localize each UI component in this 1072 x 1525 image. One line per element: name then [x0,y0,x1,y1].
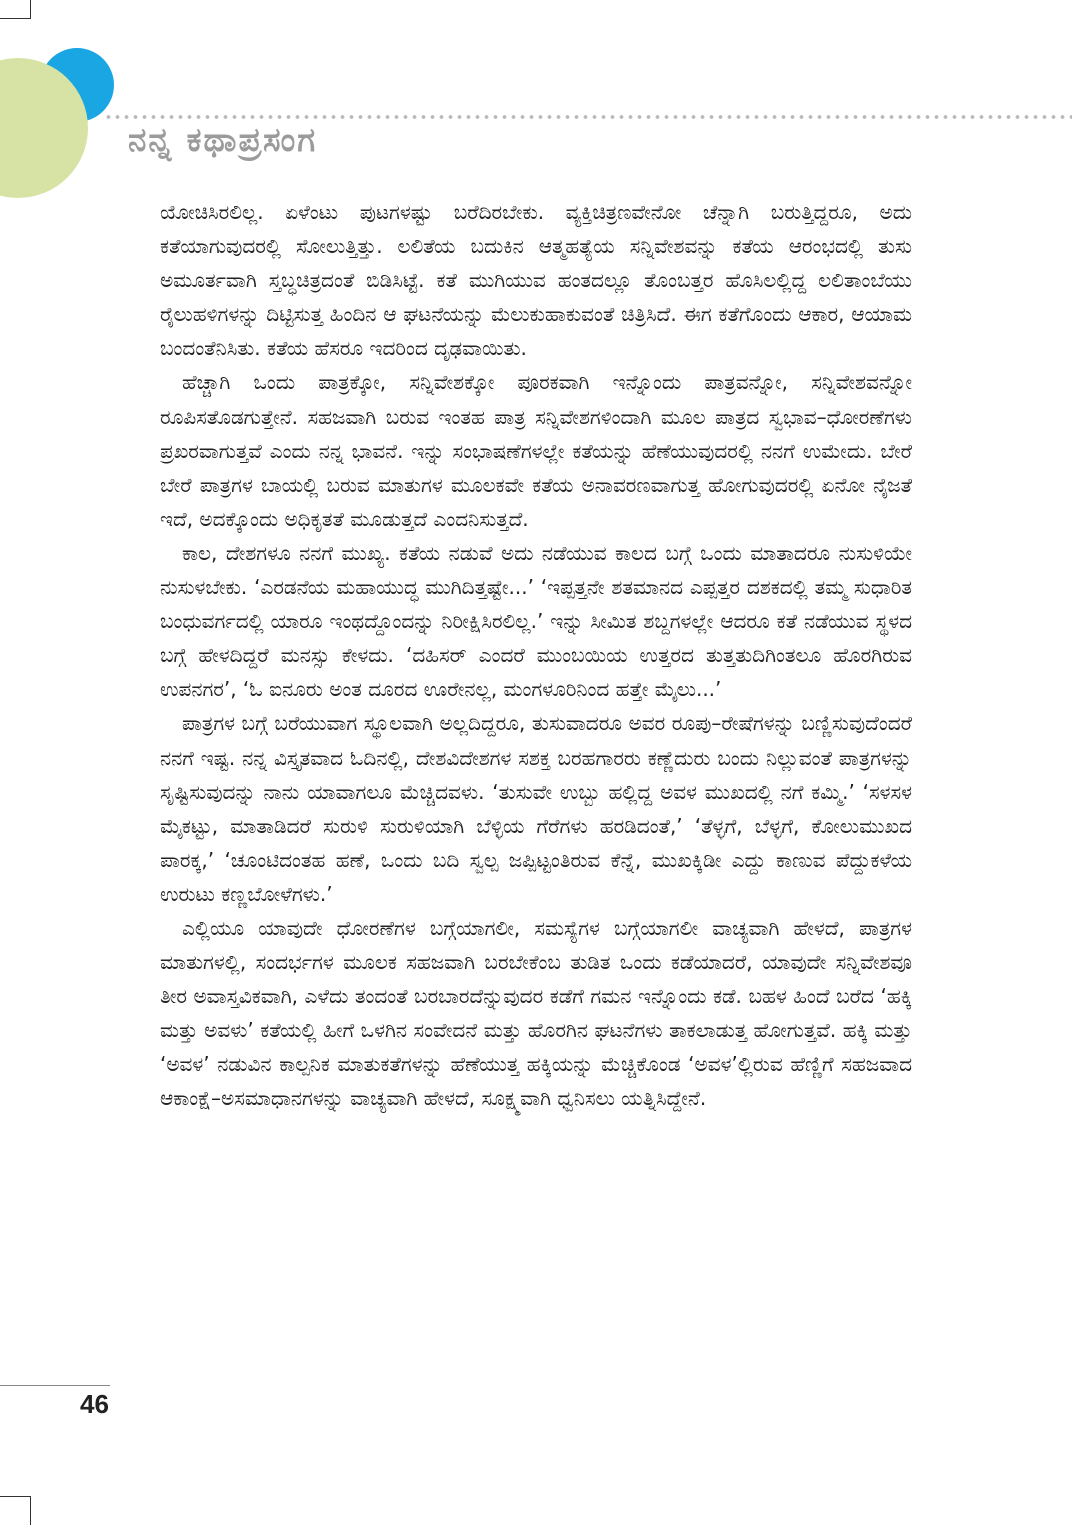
footer-rule [0,1385,110,1386]
paragraph: ಪಾತ್ರಗಳ ಬಗ್ಗೆ ಬರೆಯುವಾಗ ಸ್ಥೂಲವಾಗಿ ಅಲ್ಲದಿದ್ದರೂ, ತುಸುವಾದರೂ ಅವರ ರೂಪು–ರೇಷೆಗಳನ್ನು ಬಣ್ಣಿಸುವುದೆಂದರೆ ನನಗೆ ಇಷ್ಟ. ನನ್ನ ವಿಸ್ತೃತವಾದ ಓದಿನಲ್ಲಿ, ದೇಶವಿದೇಶಗಳ ಸಶಕ್ತ ಬರಹಗಾರರು ಕಣ್ಣೆದುರು ಬಂದು ನಿಲ್ಲುವಂತೆ ಪಾತ್ರಗಳನ್ನು ಸೃಷ್ಟಿಸುವುದನ್ನು ನಾನು ಯಾವಾಗಲೂ ಮೆಚ್ಚಿದವಳು. ‘ತುಸುವೇ ಉಬ್ಬು ಹಲ್ಲಿದ್ದ ಅವಳ ಮುಖದಲ್ಲಿ ನಗೆ ಕಮ್ಮಿ.’ ‘ಸಳಸಳ ಮೈಕಟ್ಟು, ಮಾತಾಡಿದರೆ ಸುರುಳಿ ಸುರುಳಿಯಾಗಿ ಬೆಳ್ಳಿಯ ಗೆರೆಗಳು ಹರಡಿದಂತೆ,’ ‘ತೆಳ್ಳಗೆ, ಬೆಳ್ಳಗೆ, ಕೋಲುಮುಖದ ಪಾರಕ್ಕ,’ ‘ಚೂಂಟಿದಂತಹ ಹಣೆ, ಒಂದು ಬದಿ ಸ್ವಲ್ಪ ಜಪ್ಪಿಟ್ಟಂತಿರುವ ಕೆನ್ನೆ, ಮುಖಕ್ಕಿಡೀ ಎದ್ದು ಕಾಣುವ ಪೆದ್ದುಕಳೆಯ ಉರುಟು ಕಣ್ಣಬೋಳೆಗಳು.’ [160,711,912,906]
body-text [160,195,912,1116]
section-title: ನನ್ನ ಕಥಾಪ್ರಸಂಗ [128,120,318,159]
paragraph: ಹೆಚ್ಚಾಗಿ ಒಂದು ಪಾತ್ರಕ್ಕೋ, ಸನ್ನಿವೇಶಕ್ಕೋ ಪೂರಕವಾಗಿ ಇನ್ನೊಂದು ಪಾತ್ರವನ್ನೋ, ಸನ್ನಿವೇಶವನ್ನೋ ರೂಪಿಸತೊಡಗುತ್ತೇನೆ. ಸಹಜವಾಗಿ ಬರುವ ಇಂತಹ ಪಾತ್ರ ಸನ್ನಿವೇಶಗಳಿಂದಾಗಿ ಮೂಲ ಪಾತ್ರದ ಸ್ವಭಾವ–ಧೋರಣೆಗಳು ಪ್ರಖರವಾಗುತ್ತವೆ ಎಂದು ನನ್ನ ಭಾವನೆ. ಇನ್ನು ಸಂಭಾಷಣೆಗಳಲ್ಲೇ ಕತೆಯನ್ನು ಹೆಣೆಯುವುದರಲ್ಲಿ ನನಗೆ ಉಮೇದು. ಬೇರೆ ಬೇರೆ ಪಾತ್ರಗಳ ಬಾಯಲ್ಲಿ ಬರುವ ಮಾತುಗಳ ಮೂಲಕವೇ ಕತೆಯ ಅನಾವರಣವಾಗುತ್ತ ಹೋಗುವುದರಲ್ಲಿ ಏನೋ ನೈಜತೆ ಇದೆ, ಅದಕ್ಕೊಂದು ಅಧಿಕೃತತೆ ಮೂಡುತ್ತದೆ ಎಂದನಿಸುತ್ತದೆ. [160,370,912,531]
paragraph: ಯೋಚಿಸಿರಲಿಲ್ಲ. ಏಳೆಂಟು ಪುಟಗಳಷ್ಟು ಬರೆದಿರಬೇಕು. ವ್ಯಕ್ತಿಚಿತ್ರಣವೇನೋ ಚೆನ್ನಾಗಿ ಬರುತ್ತಿದ್ದರೂ, ಅದು ಕತೆಯಾಗುವುದರಲ್ಲಿ ಸೋಲುತ್ತಿತ್ತು. ಲಲಿತೆಯ ಬದುಕಿನ ಆತ್ಮಹತ್ಯೆಯ ಸನ್ನಿವೇಶವನ್ನು ಕತೆಯ ಆರಂಭದಲ್ಲಿ ತುಸು ಅಮೂರ್ತವಾಗಿ ಸ್ತಬ್ಧಚಿತ್ರದಂತೆ ಬಿಡಿಸಿಟ್ಟೆ. ಕತೆ ಮುಗಿಯುವ ಹಂತದಲ್ಲೂ ತೊಂಬತ್ತರ ಹೊಸಿಲಲ್ಲಿದ್ದ ಲಲಿತಾಂಬೆಯು ರೈಲುಹಳಿಗಳನ್ನು ದಿಟ್ಟಿಸುತ್ತ ಹಿಂದಿನ ಆ ಘಟನೆಯನ್ನು ಮೆಲುಕುಹಾಕುವಂತೆ ಚಿತ್ರಿಸಿದೆ. ಈಗ ಕತೆಗೊಂದು ಆಕಾರ, ಆಯಾಮ ಬಂದಂತೆನಿಸಿತು. ಕತೆಯ ಹೆಸರೂ ಇದರಿಂದ ದೃಢವಾಯಿತು. [160,200,912,361]
crop-mark-top-left-horizontal [0,18,31,19]
page-number: 46 [80,1389,109,1419]
paragraph: ಎಲ್ಲಿಯೂ ಯಾವುದೇ ಧೋರಣೆಗಳ ಬಗ್ಗೆಯಾಗಲೀ, ಸಮಸ್ಯೆಗಳ ಬಗ್ಗೆಯಾಗಲೀ ವಾಚ್ಯವಾಗಿ ಹೇಳದೆ, ಪಾತ್ರಗಳ ಮಾತುಗಳಲ್ಲಿ, ಸಂದರ್ಭಗಳ ಮೂಲಕ ಸಹಜವಾಗಿ ಬರಬೇಕೆಂಬ ತುಡಿತ ಒಂದು ಕಡೆಯಾದರೆ, ಯಾವುದೇ ಸನ್ನಿವೇಶವೂ ತೀರ ಅವಾಸ್ತವಿಕವಾಗಿ, ಎಳೆದು ತಂದಂತೆ ಬರಬಾರದೆನ್ನುವುದರ ಕಡೆಗೆ ಗಮನ ಇನ್ನೊಂದು ಕಡೆ. ಬಹಳ ಹಿಂದೆ ಬರೆದ ‘ಹಕ್ಕಿ ಮತ್ತು ಅವಳು’ ಕತೆಯಲ್ಲಿ ಹೀಗೆ ಒಳಗಿನ ಸಂವೇದನೆ ಮತ್ತು ಹೊರಗಿನ ಘಟನೆಗಳು ತಾಕಲಾಡುತ್ತ ಹೋಗುತ್ತವೆ. ಹಕ್ಕಿ ಮತ್ತು ‘ಅವಳ’ ನಡುವಿನ ಕಾಲ್ಪನಿಕ ಮಾತುಕತೆಗಳನ್ನು ಹೆಣೆಯುತ್ತ ಹಕ್ಕಿಯನ್ನು ಮೆಚ್ಚಿಕೊಂಡ ‘ಅವಳ’ಲ್ಲಿರುವ ಹೆಣ್ಣಿಗೆ ಸಹಜವಾದ ಆಕಾಂಕ್ಷೆ–ಅಸಮಾಧಾನಗಳನ್ನು ವಾಚ್ಯವಾಗಿ ಹೇಳದೆ, ಸೂಕ್ಷ್ಮವಾಗಿ ಧ್ವನಿಸಲು ಯತ್ನಿಸಿದ್ದೇನೆ. [160,915,912,1111]
crop-mark-top-left-vertical [30,0,31,18]
crop-mark-bottom-left-vertical [30,1496,31,1525]
crop-mark-bottom-left-horizontal [0,1496,31,1497]
paragraph: ಕಾಲ, ದೇಶಗಳೂ ನನಗೆ ಮುಖ್ಯ. ಕತೆಯ ನಡುವೆ ಅದು ನಡೆಯುವ ಕಾಲದ ಬಗ್ಗೆ ಒಂದು ಮಾತಾದರೂ ನುಸುಳಿಯೇ ನುಸುಳಬೇಕು. ‘ಎರಡನೆಯ ಮಹಾಯುದ್ಧ ಮುಗಿದಿತ್ತಷ್ಟೇ...’ ‘ಇಪ್ಪತ್ತನೇ ಶತಮಾನದ ಎಪ್ಪತ್ತರ ದಶಕದಲ್ಲಿ ತಮ್ಮ ಸುಧಾರಿತ ಬಂಧುವರ್ಗದಲ್ಲಿ ಯಾರೂ ಇಂಥದ್ದೊಂದನ್ನು ನಿರೀಕ್ಷಿಸಿರಲಿಲ್ಲ.’ ಇನ್ನು ಸೀಮಿತ ಶಬ್ದಗಳಲ್ಲೇ ಆದರೂ ಕತೆ ನಡೆಯುವ ಸ್ಥಳದ ಬಗ್ಗೆ ಹೇಳದಿದ್ದರೆ ಮನಸ್ಸು ಕೇಳದು. ‘ದಹಿಸರ್ ಎಂದರೆ ಮುಂಬಯಿಯ ಉತ್ತರದ ತುತ್ತತುದಿಗಿಂತಲೂ ಹೊರಗಿರುವ ಉಪನಗರ’, ‘ಓ ಐನೂರು ಅಂತ ದೂರದ ಊರೇನಲ್ಲ, ಮಂಗಳೂರಿನಿಂದ ಹತ್ತೇ ಮೈಲು...’ [160,540,912,702]
